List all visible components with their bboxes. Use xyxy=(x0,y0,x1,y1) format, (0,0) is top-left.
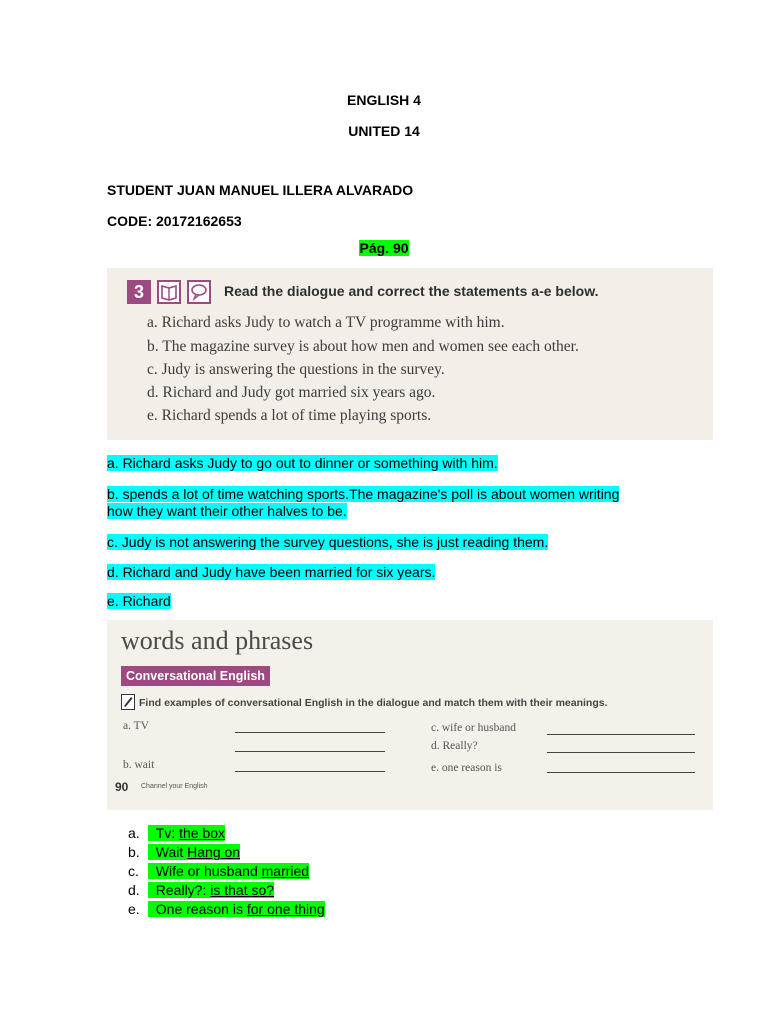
match-answer: for one thing xyxy=(246,901,325,917)
item-d-label: d. Really? xyxy=(431,740,478,752)
answer-b-line1: b. spends a lot of time watching sports.The magazine's poll is about women writing xyxy=(107,486,620,502)
match-term-text: Really?: xyxy=(155,882,211,898)
course-title-text: ENGLISH 4 xyxy=(347,92,421,108)
item-b-label: b. wait xyxy=(123,759,155,771)
course-title xyxy=(0,92,768,108)
student-code: CODE: 20172162653 xyxy=(107,213,242,229)
unit-title-text: UNITED 14 xyxy=(348,123,420,139)
match-term xyxy=(148,882,274,898)
answer-line xyxy=(547,752,695,753)
conversational-english-tag: Conversational English xyxy=(121,666,270,686)
words-phrases-instruction: Find examples of conversational English in the dialogue and match them with their meanings. xyxy=(139,697,608,709)
match-term xyxy=(148,863,309,879)
match-term-text: Wife or husband xyxy=(155,863,262,879)
exercise-number: 3 xyxy=(127,280,151,304)
item-c-label: c. wife or husband xyxy=(431,722,516,734)
match-e xyxy=(128,900,325,918)
words-phrases-title: words and phrases xyxy=(121,626,314,655)
exercise-3-image xyxy=(107,268,713,440)
answer-a-text: a. Richard asks Judy to go out to dinner or something with him. xyxy=(107,455,498,471)
item-e-label: e. one reason is xyxy=(431,762,502,774)
match-answer: is that so? xyxy=(210,882,275,898)
answer-c-text: c. Judy is not answering the survey questions, she is just reading them. xyxy=(107,534,549,550)
speech-bubble-icon xyxy=(187,280,211,304)
book-footer-text: Channel your English xyxy=(141,783,208,790)
match-term xyxy=(148,825,225,841)
match-term-text: One reason is xyxy=(155,901,247,917)
match-answer: the box xyxy=(179,825,226,841)
words-phrases-image xyxy=(107,620,713,810)
item-a-label: a. TV xyxy=(123,720,149,732)
answer-e xyxy=(107,593,171,610)
answer-e-text: e. Richard xyxy=(107,593,171,609)
answer-c xyxy=(107,534,548,551)
book-icon xyxy=(157,280,181,304)
answer-line xyxy=(547,772,695,773)
statement-b: b. The magazine survey is about how men and women see each other. xyxy=(147,338,579,355)
answer-a xyxy=(107,455,498,472)
list-marker: a. xyxy=(128,825,140,841)
exercise-instruction: Read the dialogue and correct the statements a-e below. xyxy=(224,283,599,299)
match-c xyxy=(128,862,309,880)
statement-d: d. Richard and Judy got married six years ago. xyxy=(147,384,436,401)
list-marker: e. xyxy=(128,901,140,917)
answer-line xyxy=(235,732,385,733)
match-term-text: Wait xyxy=(155,844,188,860)
answer-line xyxy=(547,734,695,735)
match-term xyxy=(148,844,240,860)
match-term xyxy=(148,901,325,917)
match-term-text: Tv: xyxy=(155,825,180,841)
list-marker: c. xyxy=(128,863,139,879)
list-marker: b. xyxy=(128,844,140,860)
unit-title xyxy=(0,123,768,139)
match-answer: Hang on xyxy=(187,844,241,860)
list-marker: d. xyxy=(128,882,140,898)
answer-line xyxy=(235,771,385,772)
page-number: 90 xyxy=(115,780,129,794)
statement-e: e. Richard spends a lot of time playing sports. xyxy=(147,407,432,424)
statement-c: c. Judy is answering the questions in the survey. xyxy=(147,361,445,378)
answer-b xyxy=(107,486,619,520)
answer-d-text: d. Richard and Judy have been married for six years. xyxy=(107,564,436,580)
page-ref-text: Pág. 90 xyxy=(359,240,409,256)
answer-d xyxy=(107,564,435,581)
match-b xyxy=(128,843,240,861)
student-name: STUDENT JUAN MANUEL ILLERA ALVARADO xyxy=(107,182,414,198)
match-answer: married xyxy=(261,863,310,879)
match-d xyxy=(128,881,274,899)
pencil-icon xyxy=(121,694,135,710)
match-a xyxy=(128,824,225,842)
answer-line xyxy=(235,751,385,752)
answer-b-line2: how they want their other halves to be. xyxy=(107,503,347,519)
page-ref xyxy=(0,240,768,256)
statement-a: a. Richard asks Judy to watch a TV programme with him. xyxy=(147,314,505,331)
